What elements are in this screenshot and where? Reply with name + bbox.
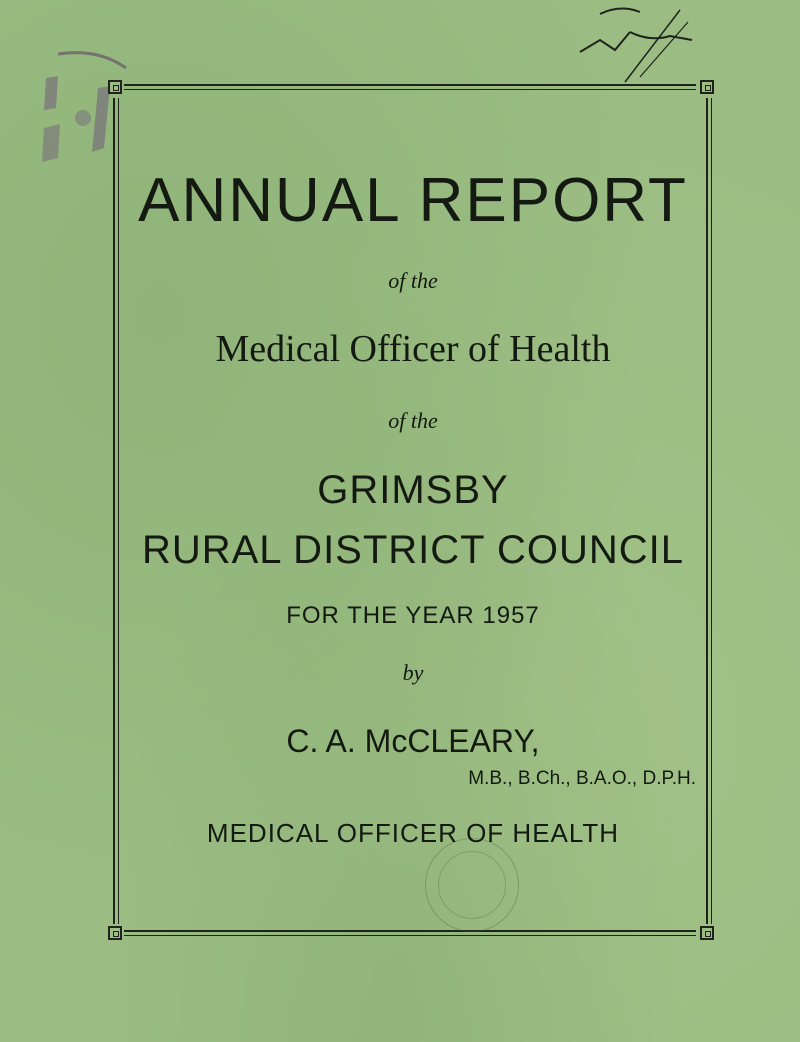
faint-seal-icon [425,838,519,932]
report-year: FOR THE YEAR 1957 [286,602,540,629]
author-name: C. A. McCLEARY, [286,723,540,759]
connector-text: of the [388,268,438,293]
corner-ornament-icon [700,926,714,940]
corner-ornament-icon [108,80,122,94]
handwritten-mark-icon [570,2,700,87]
officer-heading: Medical Officer of Health [215,328,611,370]
report-title: ANNUAL REPORT [138,166,688,235]
council-name: RURAL DISTRICT COUNCIL [141,528,685,572]
connector-text: of the [388,408,438,433]
corner-ornament-icon [700,80,714,94]
district-name: GRIMSBY [317,468,509,512]
author-qualifications: M.B., B.Ch., B.A.O., D.P.H. [468,768,696,789]
author-role: MEDICAL OFFICER OF HEALTH [206,818,620,848]
by-text: by [402,660,424,685]
corner-ornament-icon [108,926,122,940]
